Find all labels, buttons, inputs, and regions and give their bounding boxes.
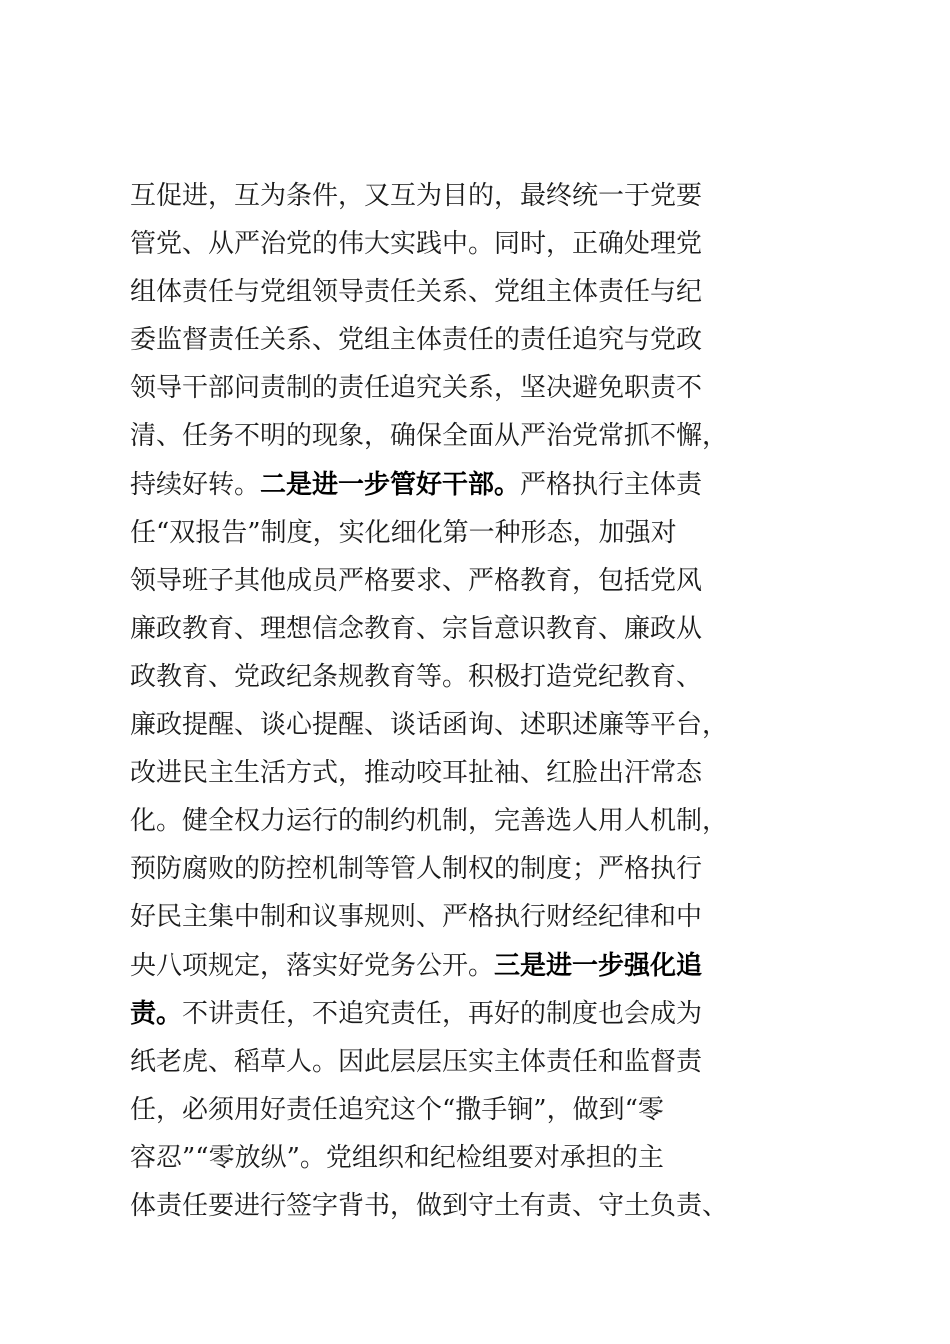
text-line	[130, 1182, 830, 1230]
text-line	[130, 605, 830, 653]
text-segment: 委监督责任关系、党组主体责任的责任追究与党政	[130, 325, 703, 356]
text-segment: 互促进，互为条件，又互为目的，最终统一于党要	[130, 181, 703, 211]
text-segment: 领导班子其他成员严格要求、严格教育，包括党风	[130, 565, 703, 596]
text-line	[130, 220, 830, 268]
text-line	[130, 268, 830, 316]
text-line	[130, 942, 830, 990]
text-segment: 预防腐败的防控机制等管人制权的制度；严格执行	[130, 854, 703, 885]
text-segment: 容忍”“零放纵”。党组织和纪检组要对承担的主	[130, 1142, 664, 1173]
text-segment: 改进民主生活方式，推动咬耳扯袖、红脸出汗常态	[130, 758, 703, 789]
text-segment: 组体责任与党组领导责任关系、党组主体责任与纪	[130, 277, 703, 308]
text-line	[130, 990, 830, 1038]
text-segment: 廉政教育、理想信念教育、宗旨意识教育、廉政从	[130, 613, 703, 644]
text-line	[130, 749, 830, 797]
text-line	[130, 461, 830, 509]
text-line	[130, 845, 830, 893]
text-line	[130, 653, 830, 701]
text-segment: 严格执行主体责	[520, 469, 703, 500]
text-line	[130, 316, 830, 364]
bold-heading-segment: 三是进一步强化追	[494, 950, 703, 981]
text-line	[130, 1038, 830, 1086]
body-paragraph	[130, 172, 830, 1230]
text-segment: 领导干部问责制的责任追究关系，坚决避免职责不	[130, 373, 703, 404]
text-segment: 体责任要进行签字背书，做到守土有责、守土负责、	[130, 1190, 729, 1221]
text-segment: 好民主集中制和议事规则、严格执行财经纪律和中	[130, 902, 703, 933]
text-segment: 任，必须用好责任追究这个“撒手锏”，做到“零	[130, 1094, 664, 1125]
text-line	[130, 412, 830, 460]
text-segment: 央八项规定，落实好党务公开。	[130, 950, 495, 981]
text-segment: 持续好转。	[130, 469, 261, 500]
text-line	[130, 893, 830, 941]
text-line	[130, 1086, 830, 1134]
text-segment: 纸老虎、稻草人。因此层层压实主体责任和监督责	[130, 1046, 703, 1077]
text-segment: 化。健全权力运行的制约机制，完善选人用人机制，	[130, 806, 729, 837]
text-segment: 不讲责任，不追究责任，再好的制度也会成为	[182, 998, 703, 1029]
text-segment: 管党、从严治党的伟大实践中。同时，正确处理党	[130, 229, 703, 260]
text-line	[130, 172, 830, 220]
bold-heading-segment: 责。	[130, 998, 183, 1029]
text-line	[130, 701, 830, 749]
bold-heading-segment: 二是进一步管好干部。	[260, 469, 521, 500]
text-segment: 廉政提醒、谈心提醒、谈话函询、述职述廉等平台，	[130, 710, 729, 741]
text-line	[130, 1134, 830, 1182]
text-line	[130, 509, 830, 557]
text-line	[130, 557, 830, 605]
text-line	[130, 797, 830, 845]
text-segment: 政教育、党政纪条规教育等。积极打造党纪教育、	[130, 661, 703, 692]
text-segment: 任“双报告”制度，实化细化第一种形态，加强对	[130, 517, 677, 548]
text-line	[130, 364, 830, 412]
text-segment: 清、任务不明的现象，确保全面从严治党常抓不懈，	[130, 421, 729, 452]
